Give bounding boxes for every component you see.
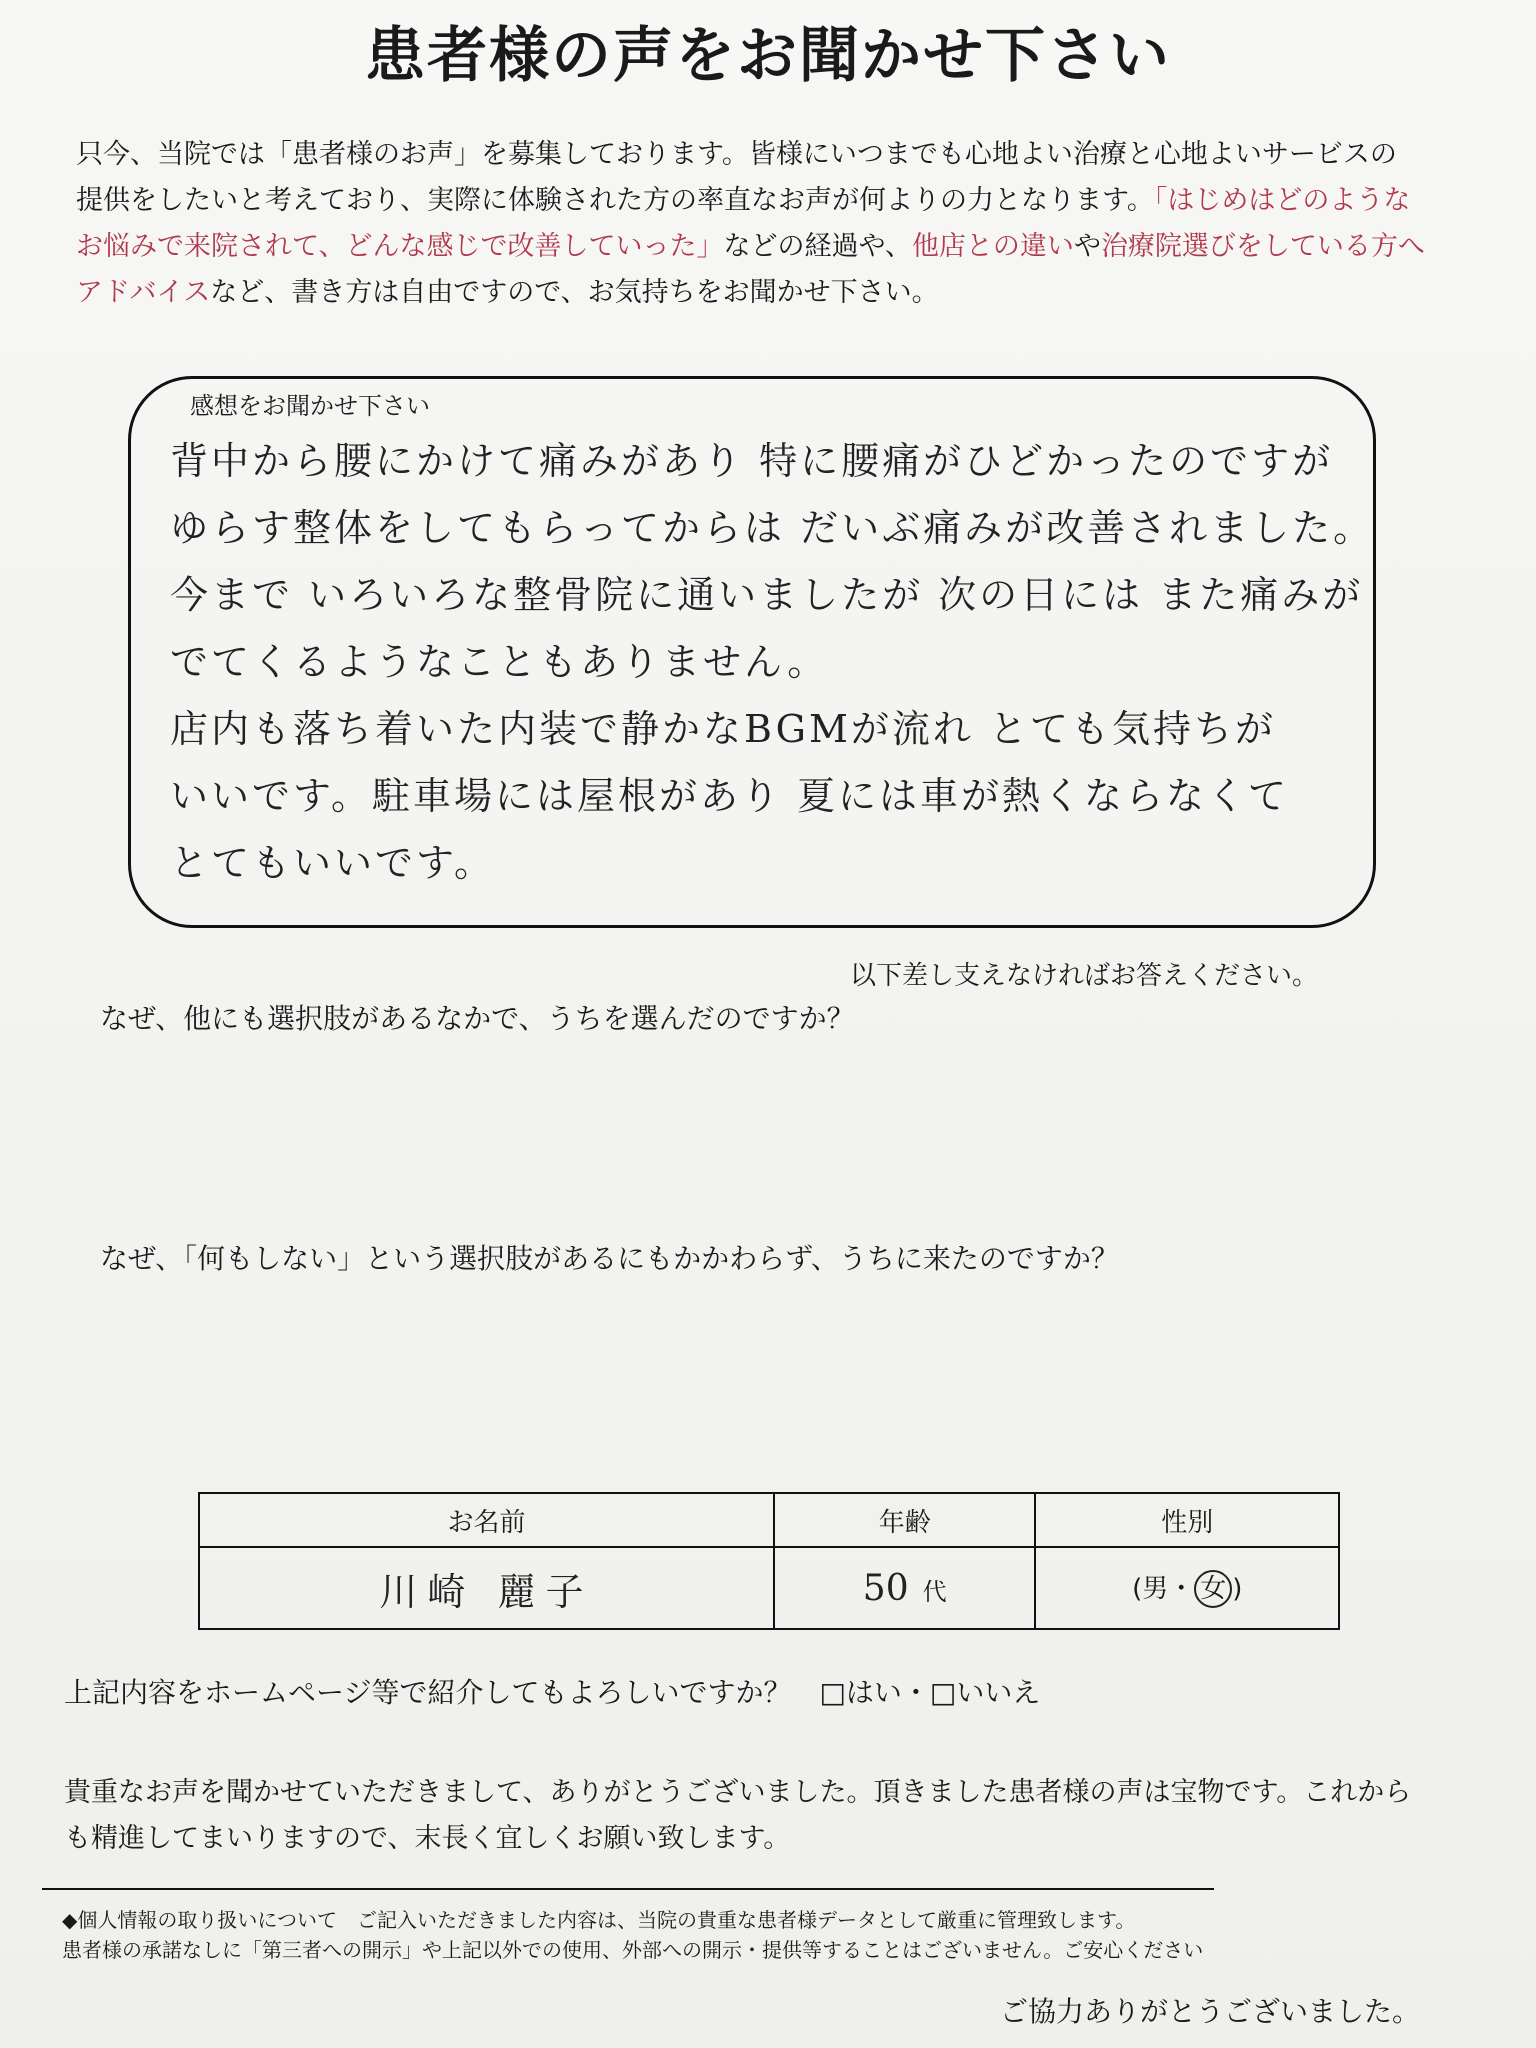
intro-highlight: アドバイス	[76, 277, 211, 308]
patient-name: 川崎 麗子	[379, 1569, 594, 1614]
handwritten-feedback	[170, 428, 1375, 897]
closing-message: ご協力ありがとうございました。	[1000, 1995, 1421, 2028]
feedback-line: でてくるようなこともありません。	[170, 640, 829, 684]
question-2: なぜ、「何もしない」という選択肢があるにもかかわらず、うちに来たのですか？	[100, 1242, 1119, 1275]
name-cell	[199, 1547, 774, 1629]
name-header: お名前	[199, 1493, 774, 1547]
intro-text-segment: などの経過や、	[723, 231, 912, 262]
thanks-line-2: も精進してまいりますので、末長く宜しくお願い致します。	[64, 1823, 791, 1854]
intro-line-2	[76, 178, 1496, 224]
feedback-line: とてもいいです。	[170, 841, 495, 885]
intro-line-1: 只今、当院では「患者様のお声」を募集しております。皆様にいつまでも心地よい治療と心地よいサービスの	[76, 139, 1397, 170]
gender-cell	[1035, 1547, 1339, 1629]
patient-age: 50	[862, 1567, 909, 1609]
intro-highlight: 「はじめはどのような	[1153, 185, 1411, 216]
feedback-label: 感想をお聞かせ下さい	[190, 392, 430, 420]
intro-text-segment: 提供をしたいと考えており、実際に体験された方の率直なお声が何よりの力となります。	[76, 185, 1154, 216]
gender-options: (男・	[1132, 1574, 1195, 1604]
gender-close: )	[1232, 1574, 1243, 1604]
optional-note: 以下差し支えなければお答えください。	[850, 961, 1319, 991]
consent-question: 上記内容をホームページ等で紹介してもよろしいですか？ □はい・□いいえ	[64, 1676, 1041, 1709]
intro-text-segment: など、書き方は自由ですので、お気持ちをお聞かせ下さい。	[210, 277, 939, 308]
table-header-row	[199, 1493, 1339, 1547]
age-unit: 代	[922, 1577, 947, 1606]
intro-line-4	[76, 270, 1496, 316]
intro-highlight: お悩みで来院されて、どんな感じで改善していった」	[76, 231, 724, 262]
gender-selected-circle: 女	[1194, 1570, 1232, 1608]
intro-text-segment: や	[1073, 231, 1101, 262]
page-title: 患者様の声をお聞かせ下さい	[365, 21, 1171, 91]
thanks-text	[64, 1770, 1484, 1862]
age-header: 年齢	[774, 1493, 1036, 1547]
feedback-line: いいです。駐車場には屋根があり 夏には車が熱くならなくて	[170, 774, 1290, 818]
divider	[42, 1888, 1214, 1890]
feedback-line: 今まで いろいろな整骨院に通いましたが 次の日には また痛みが	[170, 573, 1364, 617]
gender-header: 性別	[1035, 1493, 1339, 1547]
thanks-line-1: 貴重なお声を聞かせていただきまして、ありがとうございました。頂きました患者様の声は宝物です。これから	[64, 1777, 1412, 1808]
privacy-line-1: ◆個人情報の取り扱いについて ご記入いただきました内容は、当院の貴重な患者様データとして厳重に管理致します。	[62, 1908, 1136, 1932]
question-1: なぜ、他にも選択肢があるなかで、うちを選んだのですか？	[100, 1002, 855, 1035]
privacy-line-2: 患者様の承諾なしに「第三者への開示」や上記以外での使用、外部への開示・提供等することはございません。ご安心ください	[62, 1938, 1204, 1962]
feedback-line: ゆらす整体をしてもらってからは だいぶ痛みが改善されました。	[170, 506, 1375, 550]
privacy-notice	[62, 1905, 1203, 1965]
intro-text	[76, 132, 1496, 316]
intro-line-3	[76, 224, 1496, 270]
feedback-line: 店内も落ち着いた内装で静かなBGMが流れ とても気持ちが	[170, 707, 1276, 751]
age-cell	[774, 1547, 1036, 1629]
patient-info-table	[198, 1492, 1340, 1630]
feedback-line: 背中から腰にかけて痛みがあり 特に腰痛がひどかったのですが	[170, 439, 1334, 483]
table-row	[199, 1547, 1339, 1629]
intro-highlight: 他店との違い	[911, 231, 1074, 262]
intro-highlight: 治療院選びをしている方へ	[1100, 231, 1425, 262]
